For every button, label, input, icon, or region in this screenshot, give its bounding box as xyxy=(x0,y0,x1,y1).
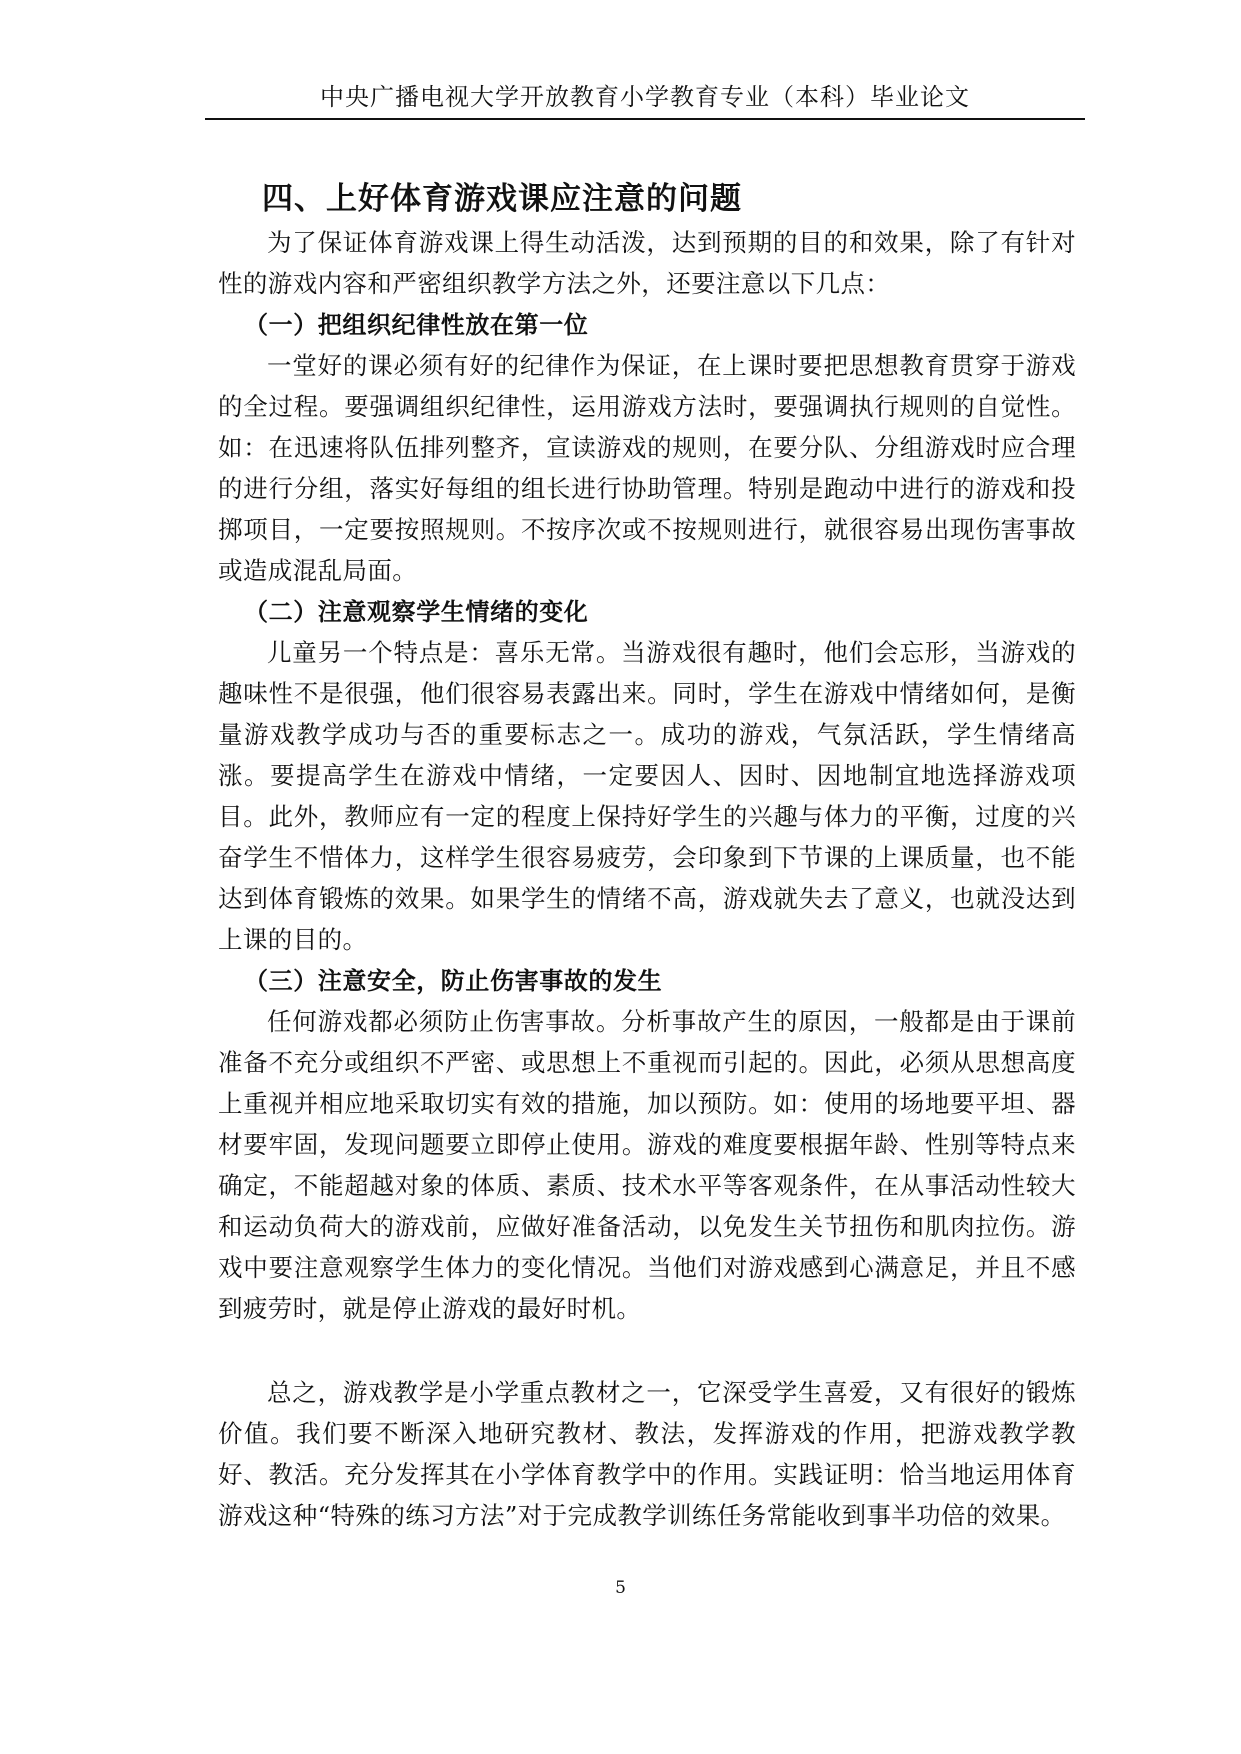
subsection-body-2: 儿童另一个特点是：喜乐无常。当游戏很有趣时，他们会忘形，当游戏的趣味性不是很强，他们很容易表露出来。同时，学生在游戏中情绪如何，是衡量游戏教学成功与否的重要标志之一。成功的游戏，气氛活跃，学生情绪高涨。要提高学生在游戏中情绪，一定要因人、因时、因地制宜地选择游戏项目。此外，教师应有一定的程度上保持好学生的兴趣与体力的平衡，过度的兴奋学生不惜体力，这样学生很容易疲劳，会印象到下节课的上课质量，也不能达到体育锻炼的效果。如果学生的情绪不高，游戏就失去了意义，也就没达到上课的目的。 xyxy=(218,638,1076,954)
subsection-title-2: （二）注意观察学生情绪的变化 xyxy=(244,597,589,626)
subsection-title-3: （三）注意安全，防止伤害事故的发生 xyxy=(244,966,663,995)
page-number: 5 xyxy=(615,1578,626,1598)
section-title: 四、上好体育游戏课应注意的问题 xyxy=(262,181,742,217)
subsection-body-3: 任何游戏都必须防止伤害事故。分析事故产生的原因，一般都是由于课前准备不充分或组织不严密、或思想上不重视而引起的。因此，必须从思想高度上重视并相应地采取切实有效的措施，加以预防。如：使用的场地要平坦、器材要牢固，发现问题要立即停止使用。游戏的难度要根据年龄、性别等特点来确定，不能超越对象的体质、素质、技术水平等客观条件，在从事活动性较大和运动负荷大的游戏前，应做好准备活动，以免发生关节扭伤和肌肉拉伤。游戏中要注意观察学生体力的变化情况。当他们对游戏感到心满意足，并且不感到疲劳时，就是停止游戏的最好时机。 xyxy=(218,1007,1076,1323)
subsection-body-1: 一堂好的课必须有好的纪律作为保证，在上课时要把思想教育贯穿于游戏的全过程。要强调组织纪律性，运用游戏方法时，要强调执行规则的自觉性。如：在迅速将队伍排列整齐，宣读游戏的规则，在要分队、分组游戏时应合理的进行分组，落实好每组的组长进行协助管理。特别是跑动中进行的游戏和投掷项目，一定要按照规则。不按序次或不按规则进行，就很容易出现伤害事故或造成混乱局面。 xyxy=(218,351,1076,585)
header-rule xyxy=(205,118,1085,120)
paragraph-gap xyxy=(218,1329,1076,1372)
page-header: 中央广播电视大学开放教育小学教育专业（本科）毕业论文 xyxy=(320,83,970,111)
conclusion-paragraph: 总之，游戏教学是小学重点教材之一，它深受学生喜爱，又有很好的锻炼价值。我们要不断深入地研究教材、教法，发挥游戏的作用，把游戏教学教好、教活。充分发挥其在小学体育教学中的作用。实践证明：恰当地运用体育游戏这种“特殊的练习方法”对于完成教学训练任务常能收到事半功倍的效果。 xyxy=(218,1378,1076,1530)
document-body xyxy=(218,176,1076,1536)
subsection-title-1: （一）把组织纪律性放在第一位 xyxy=(244,310,589,339)
section-intro: 为了保证体育游戏课上得生动活泼，达到预期的目的和效果，除了有针对性的游戏内容和严密组织教学方法之外，还要注意以下几点： xyxy=(218,228,1076,298)
